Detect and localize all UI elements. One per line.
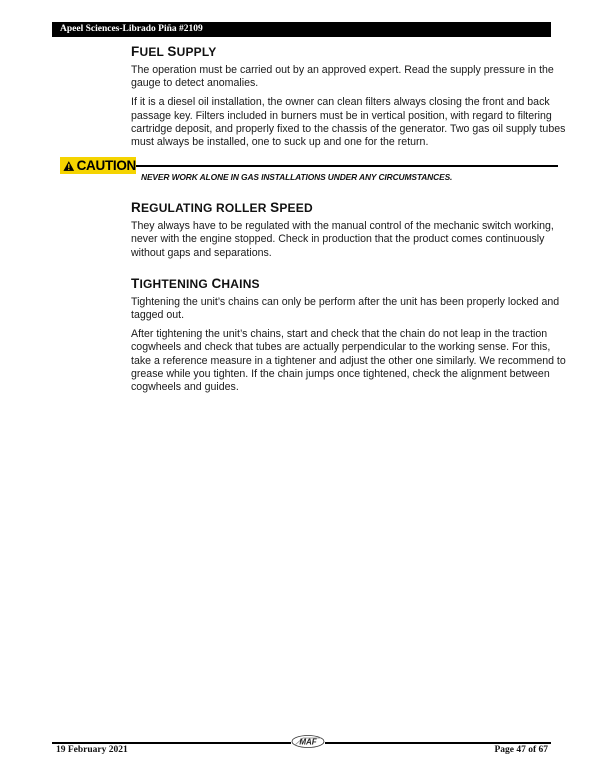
tightening-chains-heading: TIGHTENING CHAINS [131,275,260,291]
caution-label: CAUTION [76,158,136,173]
tightening-chains-paragraph-2: After tightening the unit’s chains, start and check that the chain do not leap in the traction cogwheels and check that tubes are actually perpendicular to the working sense. For this, take a reference measure in a tightener and adjust the other one similarly. We recommend to grease while you tighten. If the chain jumps once tightened, check the alignment between cogwheels and guides. [131,328,566,394]
tightening-chains-paragraph-1: Tightening the unit’s chains can only be perform after the unit has been properly locked and tagged out. [131,295,560,322]
footer-page-number: Page 47 of 67 [494,745,548,755]
header-title: Apeel Sciences-Librado Piña #2109 [60,24,203,34]
page-header [52,22,551,37]
regulating-speed-heading: REGULATING ROLLER SPEED [131,200,313,216]
caution-notice [60,157,558,185]
maf-logo [291,735,325,748]
regulating-speed-paragraph: They always have to be regulated with the manual control of the mechanic switch working, never with the engine stopped. Check in production that the product comes continuously without gaps and separations. [131,220,554,259]
footer-date: 19 February 2021 [56,745,128,755]
fuel-supply-paragraph-2: If it is a diesel oil installation, the owner can clean filters always closing the front and back passage key. Filters included in burners must be in vertical position, with regard to filtering cartridge deposit, and properly fixed to the chassis of the generator. Two gas oil supply tubes must always be installed, one to suck up and one for the return. [131,96,566,149]
caution-text: NEVER WORK ALONE IN GAS INSTALLATIONS UNDER ANY CIRCUMSTANCES. [141,172,453,182]
caution-label-box [60,157,136,174]
svg-text:MAF: MAF [299,737,317,747]
warning-triangle-icon [63,160,75,172]
caution-rule [136,165,558,167]
fuel-supply-paragraph-1: The operation must be carried out by an approved expert. Read the supply pressure in the gauge to detect anomalies. [131,64,554,90]
fuel-supply-heading: FUEL SUPPLY [131,44,217,59]
document-body [131,42,571,394]
